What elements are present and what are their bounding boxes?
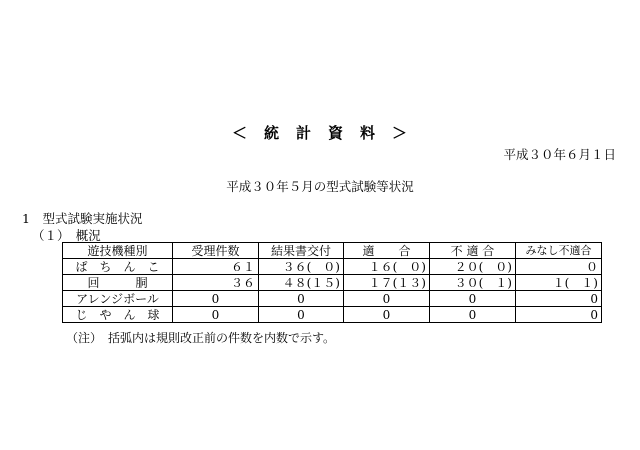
table-row (63, 275, 602, 291)
cell-deemed-failed: １( １) (516, 275, 602, 291)
section-heading: 1 型式試験実施状況 (22, 211, 143, 226)
header-deemed-failed: みなし不適合 (516, 243, 602, 259)
header-accepted-count: 受理件数 (173, 243, 259, 259)
header-failed: 不 適 合 (430, 243, 516, 259)
cell-failed: 0 (430, 291, 516, 307)
table-row (63, 259, 602, 275)
cell-accepted: 0 (173, 307, 259, 323)
table-header-row (63, 243, 602, 259)
header-machine-type: 遊技機種別 (63, 243, 173, 259)
inspection-status-table (62, 242, 602, 323)
cell-failed: 0 (430, 307, 516, 323)
document-date: 平成３０年６月１日 (503, 147, 616, 162)
table-row (63, 307, 602, 323)
sub-heading: （１） 概況 (32, 228, 101, 243)
table-row (63, 291, 602, 307)
cell-failed: ２０( ０) (430, 259, 516, 275)
cell-issued: 0 (259, 307, 344, 323)
cell-failed: ３０( １) (430, 275, 516, 291)
cell-machine-type: じ や ん 球 (63, 307, 173, 323)
cell-accepted: ６１ (173, 259, 259, 275)
cell-passed: 0 (344, 307, 430, 323)
cell-issued: 0 (259, 291, 344, 307)
cell-issued: ３６( ０) (259, 259, 344, 275)
cell-deemed-failed: 0 (516, 307, 602, 323)
cell-machine-type: アレンジボール (63, 291, 173, 307)
document-title: ＜ 統 計 資 料 ＞ (231, 124, 408, 142)
table-footnote: （注） 括弧内は規則改正前の件数を内数で示す。 (66, 331, 336, 345)
header-results-issued: 結果書交付 (259, 243, 344, 259)
cell-issued: ４８(１５) (259, 275, 344, 291)
cell-deemed-failed: 0 (516, 291, 602, 307)
cell-accepted: ３６ (173, 275, 259, 291)
cell-accepted: 0 (173, 291, 259, 307)
header-passed: 適 合 (344, 243, 430, 259)
cell-machine-type: 回 胴 (63, 275, 173, 291)
cell-machine-type: ぱ ち ん こ (63, 259, 173, 275)
cell-deemed-failed: ０ (516, 259, 602, 275)
cell-passed: １６( ０) (344, 259, 430, 275)
document-subtitle: 平成３０年５月の型式試験等状況 (226, 179, 414, 194)
cell-passed: １７(１３) (344, 275, 430, 291)
cell-passed: 0 (344, 291, 430, 307)
